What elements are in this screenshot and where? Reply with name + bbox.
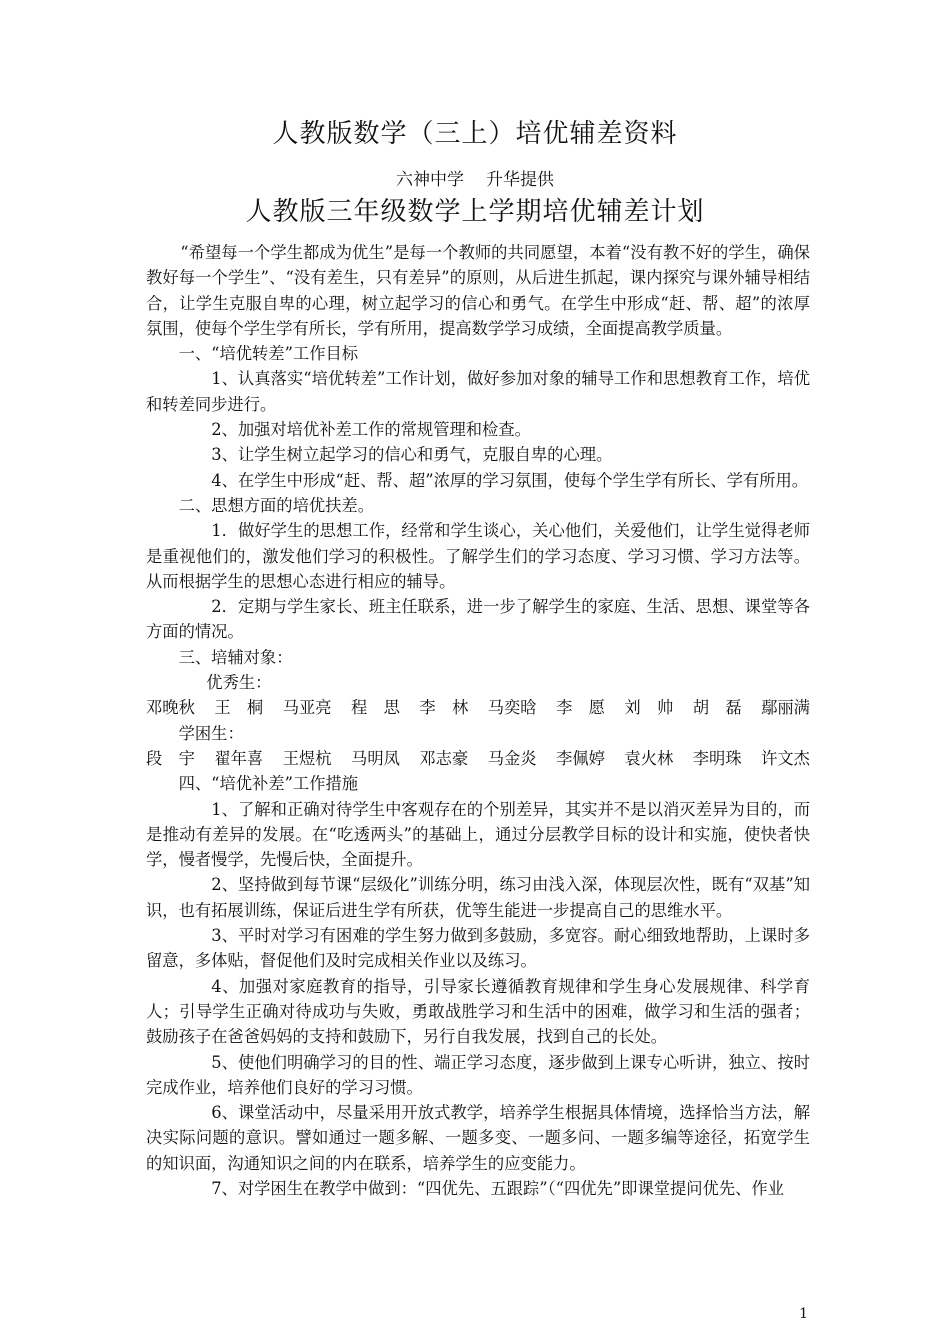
excellent-label: 优秀生： [206, 673, 272, 693]
goal-item-4: 4、在学生中形成“赶、帮、超”浓厚的学习氛围，使每个学生学有所长、学有所用。 [211, 470, 809, 490]
student-name: 李明珠 [692, 748, 742, 768]
measure-item-3: 3、平时对学习有困难的学生努力做到多鼓励，多宽容。耐心细致地帮助，上课时多留意，多体贴，督促他们及时完成相关作业以及练习。 [146, 926, 810, 971]
measure-item-7: 7、对学困生在教学中做到：“四优先、五跟踪”（“四优先”即课堂提问优先、作业 [211, 1178, 784, 1198]
student-name: 胡 磊 [692, 698, 742, 718]
measure-item-5: 5、使他们明确学习的目的性、端正学习态度，逐步做到上课专心听讲，独立、按时完成作业，培养他们良好的学习习惯。 [146, 1052, 810, 1097]
excellent-student-list [146, 695, 810, 720]
student-name: 许文杰 [761, 748, 810, 768]
student-name: 马金炎 [487, 748, 537, 768]
plan-title: 人教版三年级数学上学期培优辅差计划 [245, 197, 705, 227]
goal-item-1: 1、认真落实“培优转差”工作计划，做好参加对象的辅导工作和思想教育工作，培优和转差同步进行。 [146, 369, 810, 414]
section-heading-targets: 三、培辅对象： [178, 647, 293, 667]
student-name: 袁火林 [624, 748, 674, 768]
student-name: 马奕晗 [487, 698, 537, 718]
student-name: 邓志豪 [419, 748, 469, 768]
student-name: 邓晚秋 [146, 698, 195, 718]
struggling-student-list [146, 746, 810, 771]
section-heading-mindset: 二、思想方面的培优扶差。 [178, 495, 374, 515]
student-name: 鄢丽满 [761, 698, 810, 718]
student-name: 马亚亮 [282, 698, 332, 718]
student-name: 李 愿 [556, 698, 605, 718]
measure-item-1: 1、了解和正确对待学生中客观存在的个别差异，其实并不是以消灭差异为目的，而是推动有差异的发展。在“吃透两头”的基础上，通过分层教学目标的设计和实施，使快者快学，慢者慢学，先慢后快，全面提升。 [146, 799, 810, 870]
intro-paragraph: “希望每一个学生都成为优生”是每一个教师的共同愿望，本着“没有教不好的学生，确保教好每一个学生”、“没有差生，只有差异”的原则，从后进生抓起，课内探究与课外辅导相结合，让学生克服自卑的心理，树立起学习的信心和勇气。在学生中形成“赶、帮、超”的浓厚氛围，使每个学生学有所长，学有所用，提高数学学习成绩，全面提高教学质量。 [146, 243, 810, 338]
document-subtitle [0, 168, 950, 192]
measure-item-4: 4、加强对家庭教育的指导，引导家长遵循教育规律和学生身心发展规律、科学育人；引导学生正确对待成功与失败，勇敢战胜学习和生活中的困难，做学习和生活的强者；鼓励孩子在爸爸妈妈的支持和鼓励下，另行自我发展，找到自己的长处。 [146, 976, 810, 1047]
document-title: 人教版数学（三上）培优辅差资料 [272, 119, 678, 149]
section-heading-measures: 四、“培优补差”工作措施 [178, 774, 359, 794]
student-name: 程 思 [351, 698, 400, 718]
page-number-text: 1 [799, 1306, 808, 1322]
student-name: 王 桐 [214, 698, 264, 718]
measure-item-6: 6、课堂活动中，尽量采用开放式教学，培养学生根据具体情境，选择恰当方法，解决实际问题的意识。譬如通过一题多解、一题多变、一题多问、一题多编等途径，拓宽学生的知识面，沟通知识之间的内在联系，培养学生的应变能力。 [146, 1103, 810, 1173]
student-name: 段 宇 [146, 748, 195, 768]
provider-credit: 升华提供 [486, 170, 554, 190]
student-name: 翟年喜 [214, 748, 264, 768]
student-name: 刘 帅 [624, 698, 674, 718]
student-name: 马明凤 [351, 748, 400, 768]
section-heading-goals: 一、“培优转差”工作目标 [178, 344, 359, 364]
struggling-label: 学困生： [178, 723, 244, 743]
mindset-item-1: 1．做好学生的思想工作，经常和学生谈心，关心他们，关爱他们，让学生觉得老师是重视他们的，激发他们学习的积极性。了解学生们的学习态度、学习习惯、学习方法等。从而根据学生的思想心态进行相应的辅导。 [146, 521, 810, 591]
goal-item-2: 2、加强对培优补差工作的常规管理和检查。 [211, 420, 531, 440]
measure-item-2: 2、坚持做到每节课“层级化”训练分明，练习由浅入深，体现层次性，既有“双基”知识，也有拓展训练，保证后进生学有所获，优等生能进一步提高自己的思维水平。 [146, 875, 810, 920]
goal-item-3: 3、让学生树立起学习的信心和勇气，克服自卑的心理。 [211, 445, 613, 465]
document-body [146, 240, 810, 1201]
student-name: 王煜杭 [282, 748, 332, 768]
student-name: 李佩婷 [556, 748, 605, 768]
mindset-item-2: 2．定期与学生家长、班主任联系，进一步了解学生的家庭、生活、思想、课堂等各方面的情况。 [146, 597, 810, 642]
student-name: 李 林 [419, 698, 469, 718]
school-name: 六神中学 [396, 170, 464, 190]
